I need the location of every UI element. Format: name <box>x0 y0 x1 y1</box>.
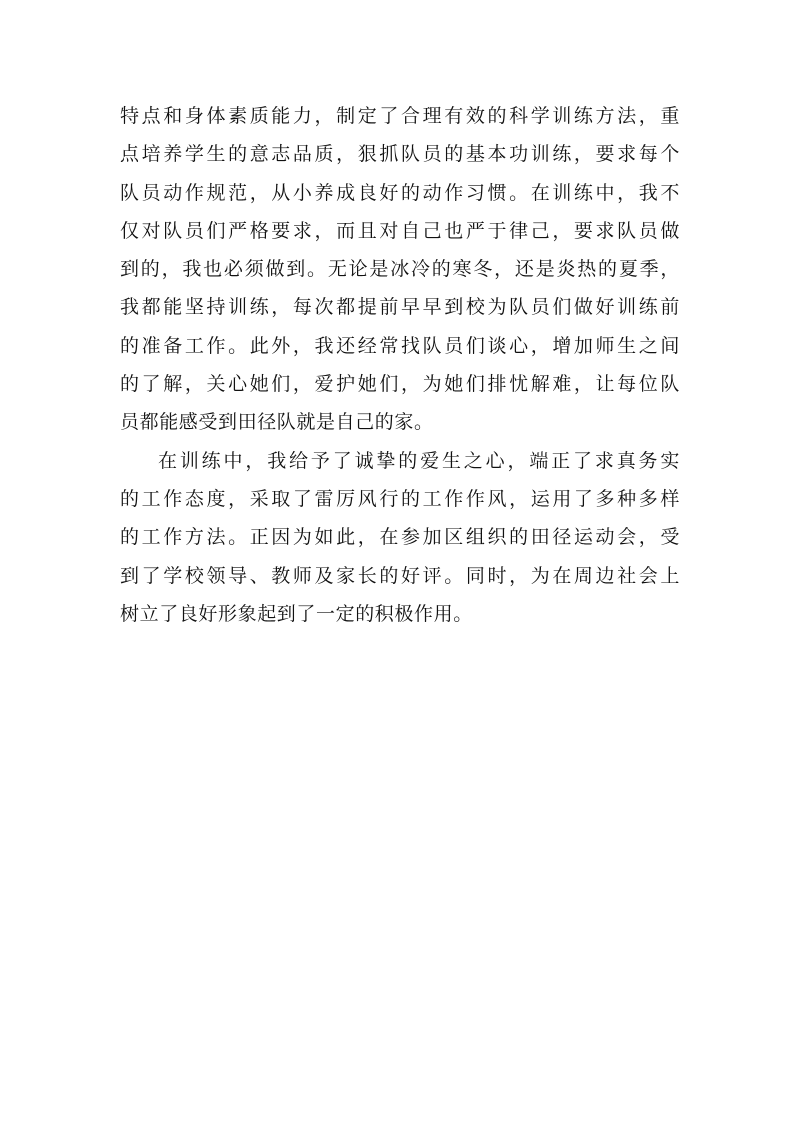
text-line: 到的，我也必须做到。无论是冰冷的寒冬，还是炎热的夏季， <box>120 258 680 281</box>
text-line: 的工作方法。正因为如此，在参加区组织的田径运动会，受 <box>120 526 680 549</box>
text-line: 到了学校领导、教师及家长的好评。同时，为在周边社会上 <box>120 564 680 587</box>
paragraph-1 <box>120 97 680 442</box>
text-line: 点培养学生的意志品质，狠抓队员的基本功训练，要求每个 <box>120 143 680 166</box>
text-line: 在训练中，我给予了诚挚的爱生之心，端正了求真务实 <box>158 449 680 472</box>
text-line: 仅对队员们严格要求，而且对自己也严于律己，要求队员做 <box>120 219 680 242</box>
text-line: 树立了良好形象起到了一定的积极作用。 <box>120 602 473 625</box>
document-body <box>120 97 680 633</box>
text-line: 员都能感受到田径队就是自己的家。 <box>120 411 434 434</box>
text-line: 的工作态度，采取了雷厉风行的工作作风，运用了多种多样 <box>120 487 680 510</box>
text-line: 的了解，关心她们，爱护她们，为她们排忧解难，让每位队 <box>120 373 680 396</box>
text-line: 的准备工作。此外，我还经常找队员们谈心，增加师生之间 <box>120 334 680 357</box>
text-line: 队员动作规范，从小养成良好的动作习惯。在训练中，我不 <box>120 181 680 204</box>
text-line: 特点和身体素质能力，制定了合理有效的科学训练方法，重 <box>120 105 680 127</box>
paragraph-2 <box>120 442 680 633</box>
text-line: 我都能坚持训练，每次都提前早早到校为队员们做好训练前 <box>120 296 680 319</box>
